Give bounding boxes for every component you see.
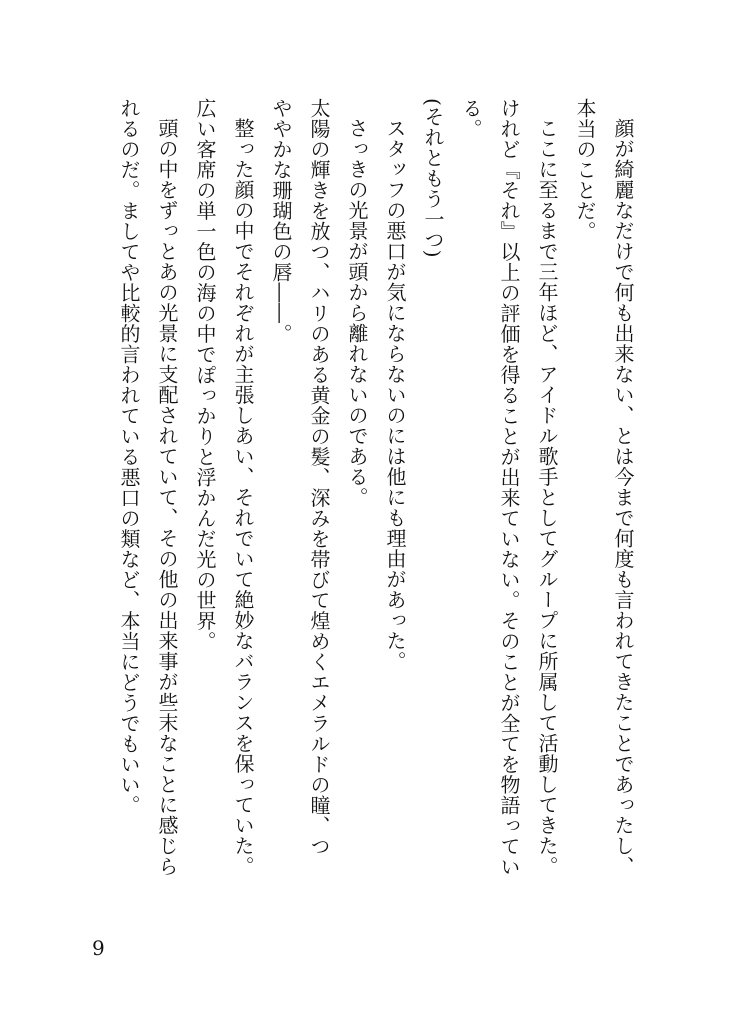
text-line: 頭の中をずっとあの光景に支配されていて、その他の出来事が些末なことに感じら	[155, 118, 179, 877]
text-line: 広い客席の単一色の海の中でぽっかりと浮かんだ光の世界。	[193, 98, 217, 652]
text-line: ややかな珊瑚色の唇――。	[269, 98, 293, 344]
text-line: 整った顔の中でそれぞれが主張しあい、それでいて絶妙なバランスを保っていた。	[231, 118, 255, 877]
text-line: 顔が綺麗なだけで何も出来ない、とは今まで何度も言われてきたことであったし、	[611, 118, 635, 877]
text-line: スタッフの悪口が気にならないのには他にも理由があった。	[383, 118, 407, 672]
text-line: さっきの光景が頭から離れないのである。	[345, 118, 369, 508]
text-line: ここに至るまで三年ほど、アイドル歌手としてグループに所属して活動してきた。	[535, 118, 559, 877]
text-line: る。	[459, 98, 483, 139]
body-text	[110, 98, 642, 908]
text-line: 本当のことだ。	[573, 98, 597, 242]
text-line: (それともう一つ)	[421, 98, 445, 259]
text-line: けれど『それ』以上の評価を得ることが出来ていない。そのことが全てを物語ってい	[497, 98, 521, 877]
text-line: れるのだ。ましてや比較的言われている悪口の類など、本当にどうでもいい。	[117, 98, 141, 816]
text-line: 太陽の輝きを放つ、ハリのある黄金の髪、深みを帯びて煌めくエメラルドの瞳、つ	[307, 98, 331, 857]
page-number: 9	[92, 936, 105, 960]
